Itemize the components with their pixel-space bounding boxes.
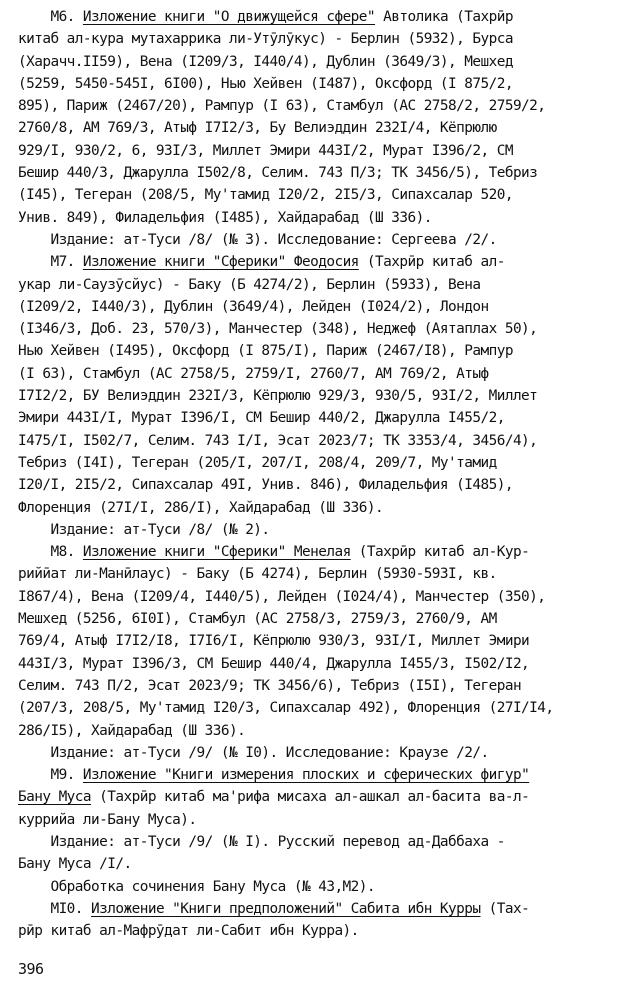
text-line xyxy=(18,831,610,853)
underlined-title: Бану Муса xyxy=(18,789,92,806)
text-line xyxy=(18,385,610,407)
text-line xyxy=(18,296,610,318)
text-line xyxy=(18,497,610,519)
text-line xyxy=(18,73,610,95)
text-segment: (I45), Тегеран (208/5, Му'тамид I20/2, 2I5/3, Сипахсалар 520, xyxy=(18,187,513,204)
text-line xyxy=(18,117,610,139)
text-line xyxy=(18,876,610,898)
text-segment: М9. xyxy=(18,767,83,784)
text-segment: Нью Хейвен (I495), Оксфорд (I 875/I), Париж (2467/I8), Рампур xyxy=(18,343,513,360)
text-segment: (207/3, 208/5, Му'тамид I20/3, Сипахсалар 492), Флоренция (27I/I4, xyxy=(18,700,554,717)
text-segment: М6. xyxy=(18,9,83,25)
text-line xyxy=(18,853,610,875)
text-segment: укар ли-Саузӯсйус) - Баку (Б 4274/2), Берлин (5933), Вена xyxy=(18,276,481,293)
text-line xyxy=(18,229,610,251)
text-line xyxy=(18,563,610,585)
text-segment: рӣр китаб ал-Мафрӯдат ли-Сабит ибн Курра). xyxy=(18,923,359,940)
text-segment: Эмири 443I/I, Мурат I396/I, СМ Бешир 440/2, Джарулла I455/2, xyxy=(18,410,505,427)
text-line xyxy=(18,452,610,474)
text-segment: 929/I, 930/2, 6, 93I/3, Миллет Эмири 443I/2, Мурат I396/2, СМ xyxy=(18,142,513,159)
text-line xyxy=(18,95,610,117)
underlined-title: Изложение книги "Сферики" Менелая xyxy=(82,544,351,561)
text-line xyxy=(18,474,610,496)
text-line xyxy=(18,430,610,452)
text-segment: Мешхед (5256, 6I0I), Стамбул (АС 2758/3, 2759/3, 2760/9, АМ xyxy=(18,611,497,628)
text-line xyxy=(18,786,610,808)
text-segment: Издание: ат-Туси /9/ (№ I0). Исследование: Краузе /2/. xyxy=(18,744,489,761)
text-segment: (Харачч.II59), Вена (I209/3, I440/4), Дублин (3649/3), Мешхед xyxy=(18,53,513,70)
text-line xyxy=(18,586,610,608)
text-line xyxy=(18,920,610,942)
page-number: 396 xyxy=(18,960,44,978)
body-text xyxy=(18,6,610,942)
text-segment: (I209/2, I440/3), Дублин (3649/4), Лейден (I024/2), Лондон xyxy=(18,298,489,315)
text-segment: Селим. 743 П/2, Эсат 2023/9; ТК 3456/6), Тебриз (I5I), Тегеран xyxy=(18,677,522,694)
text-line xyxy=(18,697,610,719)
text-line xyxy=(18,340,610,362)
text-segment: Унив. 849), Филадельфия (I485), Хайдарабад (Ш 336). xyxy=(18,209,432,226)
text-segment: (Тахрӣр китаб ма'рифа мисаха ал-ашкал ал-басита ва-л- xyxy=(91,789,530,806)
text-segment: китаб ал-кура мутахаррика ли-Утӯлӯкус) - Берлин (5932), Бурса xyxy=(18,31,513,48)
text-segment: М7. xyxy=(18,254,83,271)
text-segment: I867/4), Вена (I209/4, I440/5), Лейден (I024/4), Манчестер (350), xyxy=(18,588,546,605)
text-segment: I475/I, I502/7, Селим. 743 I/I, Эсат 2023/7; ТК 3353/4, 3456/4), xyxy=(18,432,538,449)
text-line xyxy=(18,898,610,920)
text-line xyxy=(18,407,610,429)
text-segment: (Тах- xyxy=(480,900,530,917)
text-line xyxy=(18,653,610,675)
text-line xyxy=(18,720,610,742)
text-line xyxy=(18,51,610,73)
text-line xyxy=(18,318,610,340)
text-line xyxy=(18,519,610,541)
text-segment: Издание: ат-Туси /8/ (№ 2). xyxy=(18,521,270,538)
text-segment: I20/I, 2I5/2, Сипахсалар 49I, Унив. 846), Филадельфия (I485), xyxy=(18,477,513,494)
text-line xyxy=(18,764,610,786)
text-segment: Издание: ат-Туси /8/ (№ 3). Исследование: Сергеева /2/. xyxy=(18,231,497,248)
text-segment: 443I/3, Мурат I396/3, СМ Бешир 440/4, Джарулла I455/3, I502/I2, xyxy=(18,655,530,672)
text-segment: М8. xyxy=(18,544,83,561)
text-segment: Издание: ат-Туси /9/ (№ I). Русский перевод ад-Даббаха - xyxy=(18,833,505,850)
text-segment: куррийа ли-Бану Муса). xyxy=(18,811,197,828)
underlined-title: Изложение книги "О движущейся сфере" xyxy=(82,9,376,25)
text-segment: 2760/8, АМ 769/3, Атыф I7I2/3, Бу Велиэддин 232I/4, Кёпрюлю xyxy=(18,120,497,137)
text-line xyxy=(18,162,610,184)
text-line xyxy=(18,630,610,652)
text-segment: МI0. xyxy=(18,900,92,917)
text-segment: Обработка сочинения Бану Муса (№ 43,М2). xyxy=(18,878,376,895)
text-line xyxy=(18,184,610,206)
text-segment: (5259, 5450-545I, 6I00), Нью Хейвен (I487), Оксфорд (I 875/2, xyxy=(18,75,513,92)
text-segment: Автолика (Тахрӣр xyxy=(375,9,513,25)
text-segment: 895), Париж (2467/20), Рампур (I 63), Стамбул (АС 2758/2, 2759/2, xyxy=(18,98,546,115)
underlined-title: Изложение "Книги измерения плоских и сферических фигур" xyxy=(82,767,530,784)
text-segment: Бешир 440/3, Джарулла I502/8, Селим. 743 П/3; ТК 3456/5), Тебриз xyxy=(18,165,538,182)
text-line xyxy=(18,363,610,385)
text-segment: Бану Муса /I/. xyxy=(18,856,132,873)
underlined-title: Изложение книги "Сферики" Феодосия xyxy=(82,254,359,271)
text-segment: I7I2/2, БУ Велиэддин 232I/3, Кёпрюлю 929/3, 930/5, 93I/2, Миллет xyxy=(18,388,538,405)
text-line xyxy=(18,207,610,229)
text-line xyxy=(18,608,610,630)
text-line xyxy=(18,274,610,296)
text-line xyxy=(18,742,610,764)
text-line xyxy=(18,541,610,563)
text-segment: Тебриз (I4I), Тегеран (205/I, 207/I, 208/4, 209/7, Му'тамид xyxy=(18,454,497,471)
text-segment: (Тахрӣр китаб ал-Кур- xyxy=(350,544,530,561)
text-line xyxy=(18,251,610,273)
text-segment: 769/4, Атыф I7I2/I8, I7I6/I, Кёпрюлю 930/3, 93I/I, Миллет Эмири xyxy=(18,633,530,650)
text-segment: 286/I5), Хайдарабад (Ш 336). xyxy=(18,722,246,739)
text-segment: (I346/3, Доб. 23, 570/3), Манчестер (348), Неджеф (Аятаплах 50), xyxy=(18,321,538,338)
text-line xyxy=(18,809,610,831)
text-line xyxy=(18,675,610,697)
underlined-title: Изложение "Книги предположений" Сабита ибн Курры xyxy=(91,900,481,917)
text-line xyxy=(18,6,610,28)
text-line xyxy=(18,28,610,50)
text-line xyxy=(18,140,610,162)
text-segment: (Тахрӣр китаб ал- xyxy=(358,254,505,271)
text-segment: Флоренция (27I/I, 286/I), Хайдарабад (Ш 336). xyxy=(18,499,384,516)
text-segment: рийӣат ли-Манӣлаус) - Баку (Б 4274), Берлин (5930-593I, кв. xyxy=(18,566,497,583)
text-segment: (I 63), Стамбул (АС 2758/5, 2759/I, 2760/7, АМ 769/2, Атыф xyxy=(18,365,489,382)
